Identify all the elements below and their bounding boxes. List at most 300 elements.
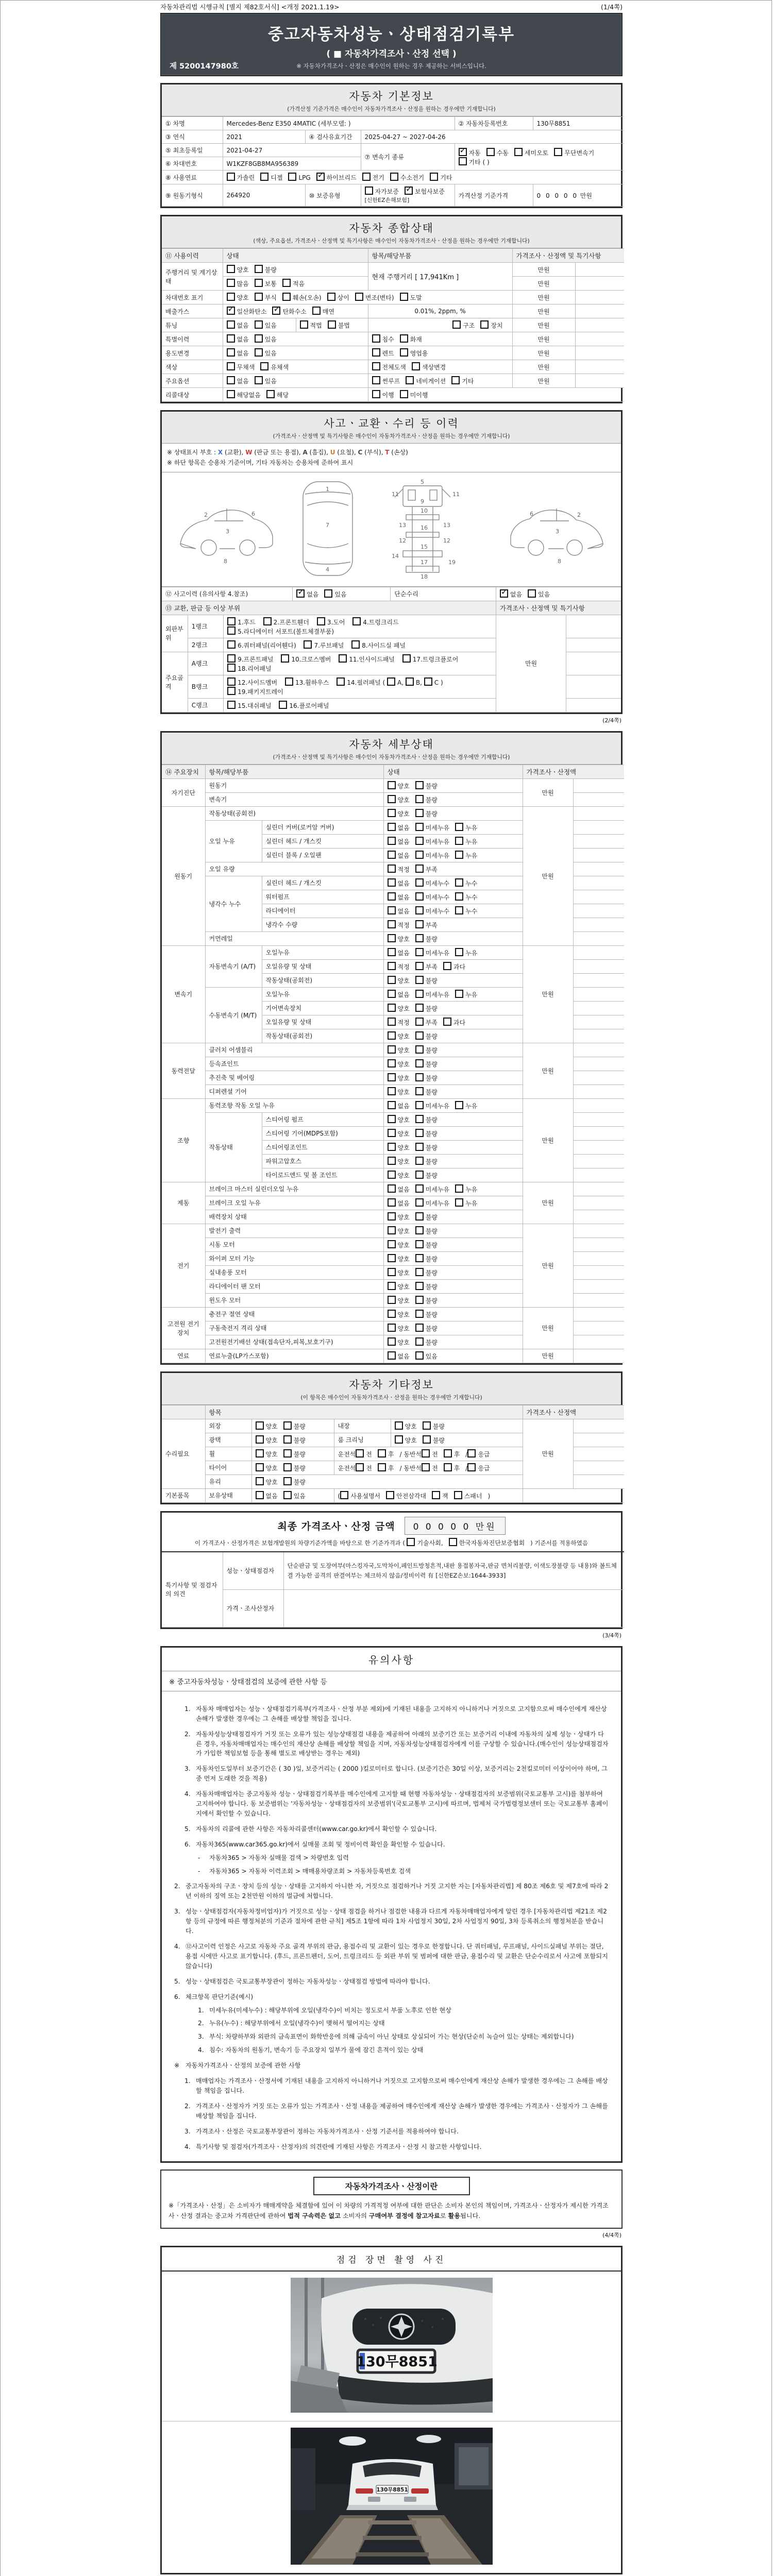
checkbox[interactable] xyxy=(281,654,289,663)
note-cell xyxy=(573,959,624,973)
checkbox[interactable] xyxy=(388,892,396,901)
checkbox[interactable] xyxy=(400,348,408,357)
option: 후 xyxy=(378,1449,394,1459)
checkbox[interactable] xyxy=(500,589,508,598)
checkbox[interactable] xyxy=(415,795,424,803)
checkbox[interactable] xyxy=(554,148,562,156)
checkbox[interactable] xyxy=(256,1449,264,1458)
checkbox[interactable] xyxy=(415,1226,424,1234)
checkbox[interactable] xyxy=(328,320,336,329)
checkbox[interactable] xyxy=(424,677,432,686)
checkbox[interactable] xyxy=(256,1435,264,1444)
checkbox[interactable] xyxy=(316,173,325,181)
note-cell xyxy=(573,987,624,1001)
checkbox[interactable] xyxy=(263,617,272,625)
checkbox[interactable] xyxy=(260,362,268,370)
item-state xyxy=(383,1251,523,1265)
option: 양호 xyxy=(388,1337,410,1347)
option: 불량 xyxy=(415,1129,438,1138)
overall-table xyxy=(162,248,624,402)
checkbox[interactable] xyxy=(430,173,438,181)
checkbox[interactable] xyxy=(415,962,424,970)
checkbox[interactable] xyxy=(415,1157,424,1165)
checkbox[interactable] xyxy=(451,376,460,384)
checkbox[interactable] xyxy=(296,589,305,598)
note-cell xyxy=(573,876,624,890)
checkbox[interactable] xyxy=(283,1449,292,1458)
checkbox[interactable] xyxy=(255,376,263,384)
checkbox[interactable] xyxy=(415,892,424,901)
checkbox[interactable] xyxy=(514,148,523,156)
checkbox[interactable] xyxy=(480,320,489,329)
note-cell xyxy=(573,1140,624,1154)
note-cell xyxy=(573,1112,624,1126)
option: 누수 xyxy=(455,906,477,916)
option: 양호 xyxy=(388,1310,410,1319)
checkbox[interactable] xyxy=(388,1337,396,1346)
checkbox[interactable] xyxy=(415,851,424,859)
checkbox[interactable] xyxy=(388,1282,396,1290)
checkbox[interactable] xyxy=(372,362,380,370)
checkbox[interactable] xyxy=(388,1004,396,1012)
checkbox[interactable] xyxy=(227,654,236,663)
checkbox[interactable] xyxy=(395,1435,403,1444)
checkbox[interactable] xyxy=(388,878,396,887)
device-group: 자기진단 xyxy=(162,778,205,806)
checkbox[interactable] xyxy=(255,320,263,329)
row-glass: 유리 양호 불량 xyxy=(162,1475,624,1488)
checkbox[interactable] xyxy=(388,1018,396,1026)
checkbox[interactable] xyxy=(415,1171,424,1179)
checkbox[interactable] xyxy=(388,934,396,942)
checkbox[interactable] xyxy=(415,1351,424,1360)
checkbox[interactable] xyxy=(300,320,308,329)
checkbox[interactable] xyxy=(388,837,396,845)
checkbox[interactable] xyxy=(337,677,345,686)
checkbox[interactable] xyxy=(388,1226,396,1234)
checkbox[interactable] xyxy=(415,1296,424,1304)
top-line xyxy=(160,1,623,11)
checkbox[interactable] xyxy=(415,1282,424,1290)
option: 없음 xyxy=(227,376,249,385)
checkbox[interactable] xyxy=(455,1101,463,1109)
checkbox[interactable] xyxy=(388,1310,396,1318)
checkbox[interactable] xyxy=(227,376,235,384)
checkbox[interactable] xyxy=(388,1268,396,1276)
checkbox[interactable] xyxy=(255,279,263,287)
checkbox[interactable] xyxy=(388,1031,396,1040)
checkbox[interactable] xyxy=(455,990,463,998)
checkbox[interactable] xyxy=(388,1101,396,1109)
row-accident-flag: ⑫ 사고이력 (유의사항 4.참조) ✓ 없음 있음 단순수리 ✓ 없음 있음 xyxy=(162,587,621,601)
checkbox[interactable] xyxy=(351,640,360,649)
checkbox[interactable] xyxy=(455,1184,463,1193)
option: 누유 xyxy=(455,1198,477,1208)
checkbox[interactable] xyxy=(388,948,396,956)
checkbox[interactable] xyxy=(227,617,236,625)
checkbox[interactable] xyxy=(415,1073,424,1081)
checkbox[interactable] xyxy=(388,962,396,970)
checkbox[interactable] xyxy=(256,1463,264,1471)
checkbox[interactable] xyxy=(356,1449,364,1458)
option: 있음 xyxy=(283,1491,306,1500)
checkbox[interactable] xyxy=(387,677,395,686)
svg-text:6: 6 xyxy=(251,510,255,517)
checkbox[interactable] xyxy=(415,781,424,789)
checkbox[interactable] xyxy=(415,976,424,984)
option: 불량 xyxy=(415,1226,438,1235)
checkbox[interactable] xyxy=(415,934,424,942)
checkbox[interactable] xyxy=(324,589,332,598)
checkbox[interactable] xyxy=(443,1018,451,1026)
option: 양호 xyxy=(388,1115,410,1124)
checkbox[interactable] xyxy=(415,1004,424,1012)
checkbox[interactable] xyxy=(365,187,373,195)
photo-front xyxy=(162,2272,621,2421)
checkbox[interactable] xyxy=(266,390,275,398)
checkbox[interactable] xyxy=(283,1491,292,1499)
option: 부족 xyxy=(415,920,438,929)
option: 없음 xyxy=(388,1101,410,1110)
checkbox[interactable] xyxy=(415,1198,424,1207)
checkbox[interactable] xyxy=(400,390,408,398)
checkbox[interactable] xyxy=(227,687,236,695)
checkbox[interactable] xyxy=(406,376,414,384)
field-reg-no-value: 130무8851 xyxy=(533,117,624,130)
checkbox[interactable] xyxy=(283,1463,292,1471)
checkbox[interactable] xyxy=(486,148,495,156)
checkbox[interactable] xyxy=(283,1421,292,1430)
svg-text:130무8851: 130무8851 xyxy=(376,2486,408,2493)
checkbox[interactable] xyxy=(255,348,263,357)
checkbox[interactable] xyxy=(352,617,361,625)
checkbox[interactable] xyxy=(455,823,463,831)
option: 무단변속기 xyxy=(554,148,594,157)
checkbox[interactable] xyxy=(444,1449,452,1458)
checkbox[interactable] xyxy=(386,1491,394,1499)
checkbox[interactable] xyxy=(415,1031,424,1040)
checkbox[interactable] xyxy=(388,1240,396,1248)
option: 전 xyxy=(356,1463,372,1472)
checkbox[interactable] xyxy=(388,1184,396,1193)
option: 수소전기 xyxy=(390,173,424,182)
option: 불량 xyxy=(415,1115,438,1124)
checkbox[interactable] xyxy=(415,1129,424,1137)
detail-row xyxy=(162,1043,624,1057)
note-cell xyxy=(573,848,624,862)
checkbox[interactable] xyxy=(362,173,371,181)
checkbox[interactable] xyxy=(372,376,380,384)
checkbox[interactable] xyxy=(423,1421,431,1430)
checkbox[interactable] xyxy=(317,617,325,625)
checkbox[interactable] xyxy=(279,701,287,709)
checkbox[interactable] xyxy=(388,1351,396,1360)
checkbox[interactable] xyxy=(415,865,424,873)
checkbox[interactable] xyxy=(227,640,236,649)
checkbox[interactable] xyxy=(415,1310,424,1318)
checkbox[interactable] xyxy=(405,187,413,195)
checkbox[interactable] xyxy=(312,307,321,315)
checkbox[interactable] xyxy=(415,1337,424,1346)
checkbox[interactable] xyxy=(459,157,467,165)
current-mileage: 현재 주행거리 [ 17,941Km ] xyxy=(368,263,512,291)
checkbox[interactable] xyxy=(283,1435,292,1444)
checkbox[interactable] xyxy=(388,1129,396,1137)
checkbox[interactable] xyxy=(415,823,424,831)
checkbox[interactable] xyxy=(412,362,420,370)
checkbox[interactable] xyxy=(455,906,463,914)
checkbox[interactable] xyxy=(388,809,396,817)
checkbox[interactable] xyxy=(415,1087,424,1095)
notice-item: 2. 가격조사ㆍ산정자가 거짓 또는 오류가 있는 가격조사ㆍ산정 내용을 제공하여 매수인에게 재산상 손해가 발생한 경우에는 가격조사ㆍ산정자가 그 손해를 배상할 책임을 집니다. xyxy=(184,2102,608,2120)
checkbox[interactable] xyxy=(255,334,263,343)
checkbox[interactable] xyxy=(455,1198,463,1207)
status-code-legend: ※ 상태표시 부호 : X (교환), W (판금 또는 용접), A (흠집), U (요철), C (부식), T (손상) xyxy=(167,449,408,456)
checkbox[interactable] xyxy=(388,1212,396,1221)
option: 양호 xyxy=(388,1282,410,1291)
checkbox[interactable] xyxy=(415,1254,424,1262)
checkbox[interactable] xyxy=(227,626,236,635)
svg-text:3: 3 xyxy=(555,528,559,535)
checkbox[interactable] xyxy=(388,1087,396,1095)
price-cell: 만원 xyxy=(523,1043,573,1098)
checkbox[interactable] xyxy=(227,677,236,686)
checkbox[interactable] xyxy=(372,348,380,357)
checkbox[interactable] xyxy=(395,1421,403,1430)
part-option: 12.사이드멤버 xyxy=(227,677,277,687)
option: 양호 xyxy=(256,1435,278,1445)
note-cell xyxy=(573,1196,624,1210)
checkbox[interactable] xyxy=(415,1240,424,1248)
checkbox[interactable] xyxy=(356,1463,364,1471)
checkbox[interactable] xyxy=(378,1449,386,1458)
checkbox[interactable] xyxy=(340,1491,348,1499)
checkbox[interactable] xyxy=(388,795,396,803)
checkbox[interactable] xyxy=(432,1491,440,1499)
checkbox[interactable] xyxy=(388,920,396,928)
other-title: 자동차 기타정보 xyxy=(349,1378,434,1391)
checkbox[interactable] xyxy=(272,307,280,315)
item-state xyxy=(383,1279,523,1293)
checkbox[interactable] xyxy=(388,906,396,914)
checkbox[interactable] xyxy=(372,334,380,343)
checkbox[interactable] xyxy=(415,1324,424,1332)
checkbox[interactable] xyxy=(388,1143,396,1151)
checkbox[interactable] xyxy=(388,1254,396,1262)
outer-panel-label: 외판부위 xyxy=(162,615,188,652)
item-state xyxy=(383,1238,523,1251)
item-state xyxy=(383,1224,523,1238)
checkbox[interactable] xyxy=(390,173,398,181)
checkbox[interactable] xyxy=(227,334,235,343)
checkbox[interactable] xyxy=(288,173,296,181)
checkbox[interactable] xyxy=(415,1268,424,1276)
note-cell xyxy=(573,778,624,792)
checkbox[interactable] xyxy=(227,265,235,273)
item-state xyxy=(383,792,523,806)
checkbox[interactable] xyxy=(304,640,312,649)
checkbox[interactable] xyxy=(227,701,236,709)
checkbox[interactable] xyxy=(388,1198,396,1207)
checkbox[interactable] xyxy=(388,1073,396,1081)
price-cell: 만원 xyxy=(523,1224,573,1307)
option: 양호 xyxy=(388,976,410,985)
checkbox[interactable] xyxy=(227,362,235,370)
checkbox[interactable] xyxy=(388,1157,396,1165)
option: 양호 xyxy=(388,795,410,804)
checkbox[interactable] xyxy=(467,1463,476,1471)
checkbox[interactable] xyxy=(415,1101,424,1109)
option: 침수 xyxy=(372,334,394,344)
checkbox[interactable] xyxy=(285,677,293,686)
checkbox[interactable] xyxy=(406,677,414,686)
checkbox[interactable] xyxy=(455,837,463,845)
option: 양호 xyxy=(388,1004,410,1013)
checkbox[interactable] xyxy=(402,654,411,663)
checkbox[interactable] xyxy=(415,878,424,887)
device-group: 제동 xyxy=(162,1182,205,1224)
checkbox[interactable] xyxy=(455,851,463,859)
checkbox[interactable] xyxy=(455,878,463,887)
section-photos xyxy=(160,2246,623,2574)
detail-row xyxy=(162,806,624,820)
device-group: 연료 xyxy=(162,1349,205,1363)
checkbox[interactable] xyxy=(327,293,335,301)
checkbox[interactable] xyxy=(407,1538,415,1546)
option: 디젤 xyxy=(260,173,282,182)
checkbox[interactable] xyxy=(415,990,424,998)
checkbox[interactable] xyxy=(388,1115,396,1123)
checkbox[interactable] xyxy=(388,1059,396,1067)
checkbox[interactable] xyxy=(256,1477,264,1485)
checkbox[interactable] xyxy=(415,1143,424,1151)
checkbox[interactable] xyxy=(455,892,463,901)
checkbox[interactable] xyxy=(454,1491,462,1499)
checkbox[interactable] xyxy=(227,293,235,301)
checkbox[interactable] xyxy=(339,654,347,663)
checkbox[interactable] xyxy=(455,948,463,956)
checkbox[interactable] xyxy=(443,962,451,970)
checkbox[interactable] xyxy=(415,1059,424,1067)
checkbox[interactable] xyxy=(355,293,363,301)
item-name: 오일누유 xyxy=(262,945,383,959)
checkbox[interactable] xyxy=(256,1491,264,1499)
checkbox[interactable] xyxy=(378,1463,386,1471)
section-other-info xyxy=(160,1371,623,1504)
option: 색상변경 xyxy=(412,362,446,371)
checkbox[interactable] xyxy=(388,865,396,873)
checkbox[interactable] xyxy=(459,148,467,156)
warranty-insurer: [신한EZ손해보험] xyxy=(364,197,410,204)
item-name: 디퍼렌셜 기어 xyxy=(205,1084,383,1098)
option: 기타 xyxy=(451,376,474,385)
option: 없음 xyxy=(256,1491,278,1500)
checkbox[interactable] xyxy=(415,906,424,914)
checkbox[interactable] xyxy=(388,1324,396,1332)
note-cell xyxy=(573,1307,624,1321)
checkbox[interactable] xyxy=(227,320,235,329)
checkbox[interactable] xyxy=(255,265,263,273)
item-name: 브레이크 마스터 실린더오일 누유 xyxy=(205,1182,383,1196)
checkbox[interactable] xyxy=(400,334,408,343)
checkbox[interactable] xyxy=(415,1184,424,1193)
checkbox[interactable] xyxy=(388,1296,396,1304)
option: 부족 xyxy=(415,1018,438,1027)
page-number-3: (3/4쪽) xyxy=(602,1632,621,1639)
checkbox[interactable] xyxy=(227,348,235,357)
checkbox[interactable] xyxy=(388,1171,396,1179)
notice-item: 2. 자동차성능상태점검자가 거짓 또는 오류가 있는 성능상태점검 내용을 제공하여 아래의 보증기간 또는 보증거리 이내에 자동차의 실제 성능ㆍ상태가 다른 경우, 자동차매매업자는 매수인의 재산상 손해를 배상할 책임을 지며, 자동차성능상태점검자에게 이를 구상할 수 있습니다.(매수인이 성능상태점검자가 가입한 책임보험 등을 통해 별도로 배상받는 경우는 제외) xyxy=(184,1730,609,1757)
svg-text:8: 8 xyxy=(557,557,561,565)
checkbox[interactable] xyxy=(227,664,236,672)
checkbox[interactable] xyxy=(283,1477,292,1485)
svg-text:12: 12 xyxy=(443,537,450,544)
price-cell: 만원 xyxy=(523,945,573,1043)
item-state xyxy=(383,876,523,890)
checkbox[interactable] xyxy=(227,173,235,181)
item-state xyxy=(383,1029,523,1043)
item-state xyxy=(383,1071,523,1084)
checkbox[interactable] xyxy=(400,293,408,301)
checkbox[interactable] xyxy=(415,809,424,817)
checkbox[interactable] xyxy=(255,293,263,301)
checkbox[interactable] xyxy=(256,1421,264,1430)
checkbox[interactable] xyxy=(415,948,424,956)
checkbox[interactable] xyxy=(227,307,235,315)
checkbox[interactable] xyxy=(282,279,291,287)
checkbox[interactable] xyxy=(452,320,461,329)
checkbox[interactable] xyxy=(415,1212,424,1221)
checkbox[interactable] xyxy=(415,1018,424,1026)
checkbox[interactable] xyxy=(415,920,424,928)
checkbox[interactable] xyxy=(388,823,396,831)
checkbox[interactable] xyxy=(449,1538,457,1546)
checkbox[interactable] xyxy=(422,1449,430,1458)
item-name: 스티어링조인트 xyxy=(262,1140,383,1154)
option: 없음 xyxy=(388,823,410,832)
note-cell xyxy=(573,1029,624,1043)
checkbox[interactable] xyxy=(415,1115,424,1123)
checkbox[interactable] xyxy=(388,1045,396,1054)
checkbox[interactable] xyxy=(227,279,235,287)
checkbox[interactable] xyxy=(467,1449,476,1458)
checkbox[interactable] xyxy=(227,390,235,398)
item-state xyxy=(383,918,523,931)
accident-title: 사고ㆍ교환ㆍ수리 등 이력 xyxy=(324,417,459,430)
checkbox[interactable] xyxy=(388,851,396,859)
option: 후 xyxy=(444,1463,460,1472)
checkbox[interactable] xyxy=(388,990,396,998)
checkbox[interactable] xyxy=(388,781,396,789)
checkbox[interactable] xyxy=(528,589,536,598)
sub-group: 냉각수 누수 xyxy=(205,876,262,931)
item-state xyxy=(383,1335,523,1349)
item-name: 오일누유 xyxy=(262,987,383,1001)
checkbox[interactable] xyxy=(388,976,396,984)
checkbox[interactable] xyxy=(415,837,424,845)
price-survey-note: ※ 자동차가격조사ㆍ산정은 매수인이 원하는 경우 제공하는 서비스입니다. xyxy=(296,62,486,70)
simple-repair-label: 단순수리 xyxy=(391,587,496,601)
checkbox[interactable] xyxy=(444,1463,452,1471)
checkbox[interactable] xyxy=(415,1045,424,1054)
checkbox[interactable] xyxy=(422,1463,430,1471)
option: 전 xyxy=(356,1449,372,1459)
note-cell xyxy=(573,1279,624,1293)
checkbox[interactable] xyxy=(282,293,291,301)
checkbox[interactable] xyxy=(260,173,268,181)
checkbox[interactable] xyxy=(372,390,380,398)
checkbox[interactable] xyxy=(423,1435,431,1444)
